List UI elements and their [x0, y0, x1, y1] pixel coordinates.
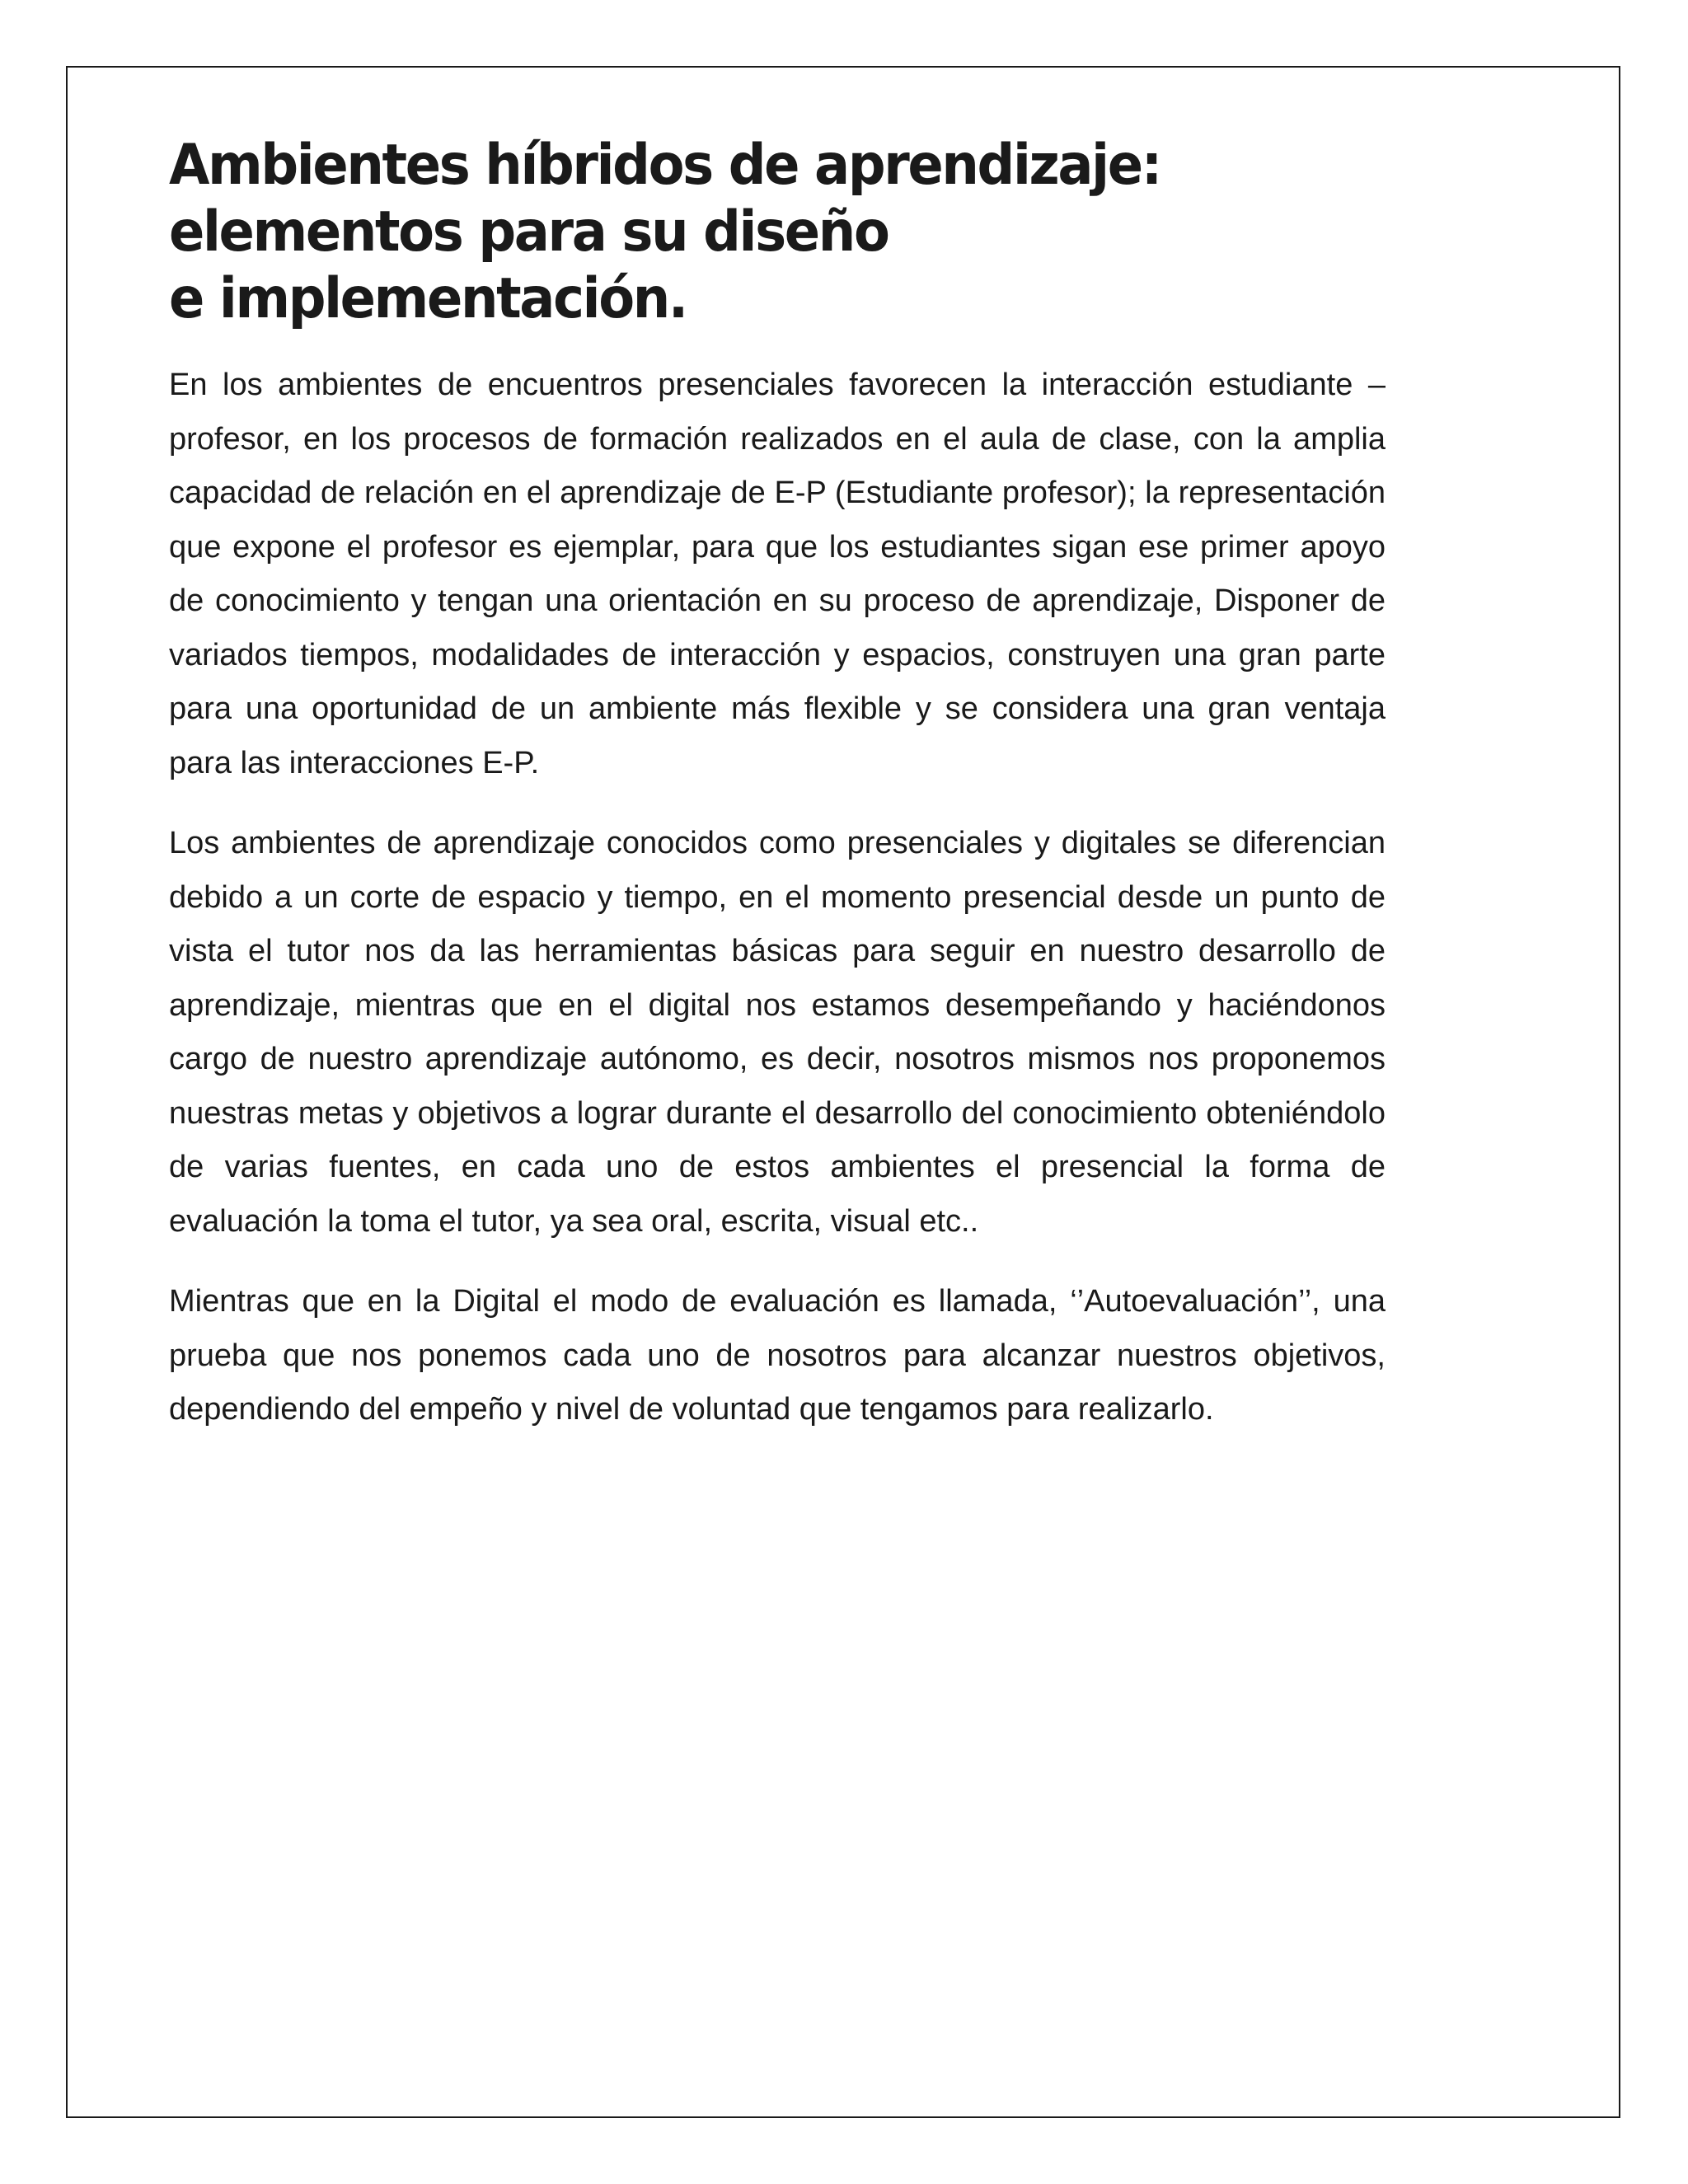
- paragraph-3: Mientras que en la Digital el modo de evaluación es llamada, ‘’Autoevaluación’’, una prueba que nos ponemos cada uno de nosotros para alcanzar nuestros objetivos, dependiendo del empeño y nivel de voluntad que tengamos para realizarlo.: [169, 1284, 1386, 1427]
- document-title: [169, 132, 1312, 332]
- document-body: [169, 132, 1386, 1437]
- title-line-2: elementos para su diseño: [169, 199, 889, 265]
- title-line-3: e implementación.: [169, 266, 687, 331]
- title-line-1: Ambientes híbridos de aprendizaje:: [169, 133, 1160, 198]
- paragraph-2: Los ambientes de aprendizaje conocidos como presenciales y digitales se diferencian debido a un corte de espacio y tiempo, en el momento presencial desde un punto de vista el tutor nos da las herramientas básicas para seguir en nuestro desarrollo de aprendizaje, mientras que en el digital nos estamos desempeñando y haciéndonos cargo de nuestro aprendizaje autónomo, es decir, nosotros mismos nos proponemos nuestras metas y objetivos a lograr durante el desarrollo del conocimiento obteniéndolo de varias fuentes, en cada uno de estos ambientes el presencial la forma de evaluación la toma el tutor, ya sea oral, escrita, visual etc..: [169, 826, 1386, 1239]
- paragraph-1: En los ambientes de encuentros presenciales favorecen la interacción estudiante – profesor, en los procesos de formación realizados en el aula de clase, con la amplia capacidad de relación en el aprendizaje de E-P (Estudiante profesor); la representación que expone el profesor es ejemplar, para que los estudiantes sigan ese primer apoyo de conocimiento y tengan una orientación en su proceso de aprendizaje, Disponer de variados tiempos, modalidades de interacción y espacios, construyen una gran parte para una oportunidad de un ambiente más flexible y se considera una gran ventaja para las interacciones E-P.: [169, 368, 1386, 780]
